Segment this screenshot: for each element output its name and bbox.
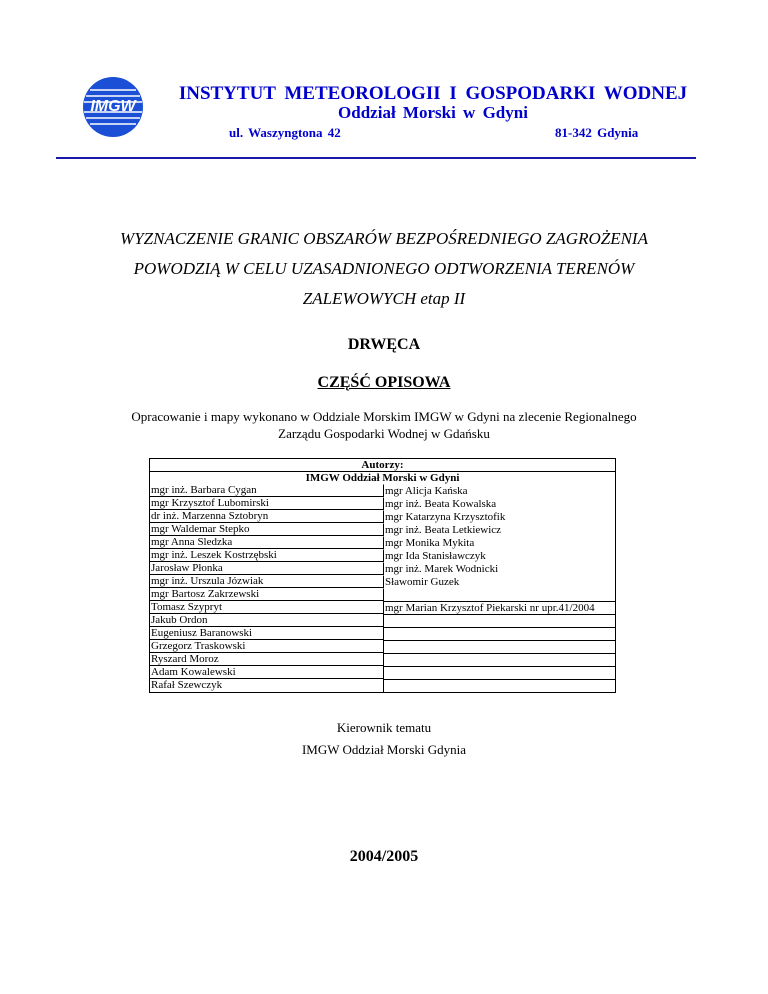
branch-name: Oddział Morski w Gdyni xyxy=(338,103,528,122)
author-right-cell xyxy=(383,666,615,679)
author-right-cell: mgr inż. Marek Wodnicki xyxy=(383,562,615,575)
author-right-cell xyxy=(383,640,615,653)
author-left-cell: Ryszard Moroz xyxy=(150,652,383,665)
project-lead-value: IMGW Oddział Morski Gdynia xyxy=(301,742,467,757)
title-line: WYZNACZENIE GRANIC OBSZARÓW BEZPOŚREDNIEGO ZAGROŻENIA xyxy=(120,229,648,248)
author-left-cell: mgr Waldemar Stepko xyxy=(150,522,383,535)
authors-table xyxy=(149,458,616,693)
author-left-cell: dr inż. Marzenna Sztobryn xyxy=(150,509,383,522)
author-right-cell xyxy=(383,653,615,666)
author-right-cell: mgr Monika Mykita xyxy=(383,536,615,549)
author-left-cell: Rafał Szewczyk xyxy=(150,678,383,691)
commission-line: Zarządu Gospodarki Wodnej w Gdańsku xyxy=(278,426,490,441)
document-title xyxy=(60,224,708,314)
author-left-cell: mgr inż. Barbara Cygan xyxy=(151,484,257,496)
svg-text:IMGW: IMGW xyxy=(90,98,136,115)
author-left-cell: Jakub Ordon xyxy=(150,613,383,626)
author-left-cell: mgr inż. Urszula Józwiak xyxy=(150,574,383,587)
institute-address: ul. Waszyngtona 42 xyxy=(229,125,341,140)
author-right-cell: mgr inż. Beata Letkiewicz xyxy=(383,523,615,536)
author-right-cell: mgr Alicja Kańska xyxy=(383,484,615,497)
author-left-cell: Jarosław Płonka xyxy=(150,561,383,574)
author-left-cell: mgr Anna Sledzka xyxy=(150,535,383,548)
imgw-logo xyxy=(82,76,144,138)
authors-left-column xyxy=(150,484,383,692)
commission-note xyxy=(110,408,658,442)
author-right-cell xyxy=(383,679,615,692)
commission-line: Opracowanie i mapy wykonano w Oddziale Morskim IMGW w Gdyni na zlecenie Regionalnego xyxy=(131,409,637,424)
author-right-cell: mgr Ida Stanisławczyk xyxy=(383,549,615,562)
author-right-cell: mgr Marian Krzysztof Piekarski nr upr.41/2004 xyxy=(383,601,615,614)
institute-postal-city: 81-342 Gdynia xyxy=(555,125,639,140)
author-right-cell: Sławomir Guzek xyxy=(383,575,615,588)
title-line: ZALEWOWYCH etap II xyxy=(302,289,466,308)
authors-right-column xyxy=(383,484,615,692)
author-right-cell: mgr inż. Beata Kowalska xyxy=(383,497,615,510)
author-right-cell xyxy=(383,627,615,640)
author-right-cell xyxy=(383,588,615,601)
author-left-cell: Grzegorz Traskowski xyxy=(150,639,383,652)
author-right-cell xyxy=(383,614,615,627)
title-line: POWODZIĄ W CELU UZASADNIONEGO ODTWORZENIA TERENÓW xyxy=(133,259,635,278)
author-left-cell: Adam Kowalewski xyxy=(150,665,383,678)
author-left-cell: mgr Krzysztof Lubomirski xyxy=(150,496,383,509)
author-left-cell: mgr Bartosz Zakrzewski xyxy=(150,587,383,600)
author-left-cell: Tomasz Szypryt xyxy=(150,600,383,613)
author-left-cell: mgr inż. Leszek Kostrzębski xyxy=(150,548,383,561)
document-year: 2004/2005 xyxy=(349,848,419,865)
author-right-cell: mgr Katarzyna Krzysztofik xyxy=(383,510,615,523)
header-divider xyxy=(56,157,696,159)
river-name: DRWĘCA xyxy=(347,336,421,353)
institute-name: INSTYTUT METEOROLOGII I GOSPODARKI WODNEJ xyxy=(178,83,688,104)
project-lead-label: Kierownik tematu xyxy=(336,720,432,735)
part-title: CZĘŚĆ OPISOWA xyxy=(317,374,451,391)
author-left-cell: Eugeniusz Baranowski xyxy=(150,626,383,639)
authors-heading: Autorzy: xyxy=(150,459,615,472)
authors-institution: IMGW Oddział Morski w Gdyni xyxy=(305,472,460,484)
